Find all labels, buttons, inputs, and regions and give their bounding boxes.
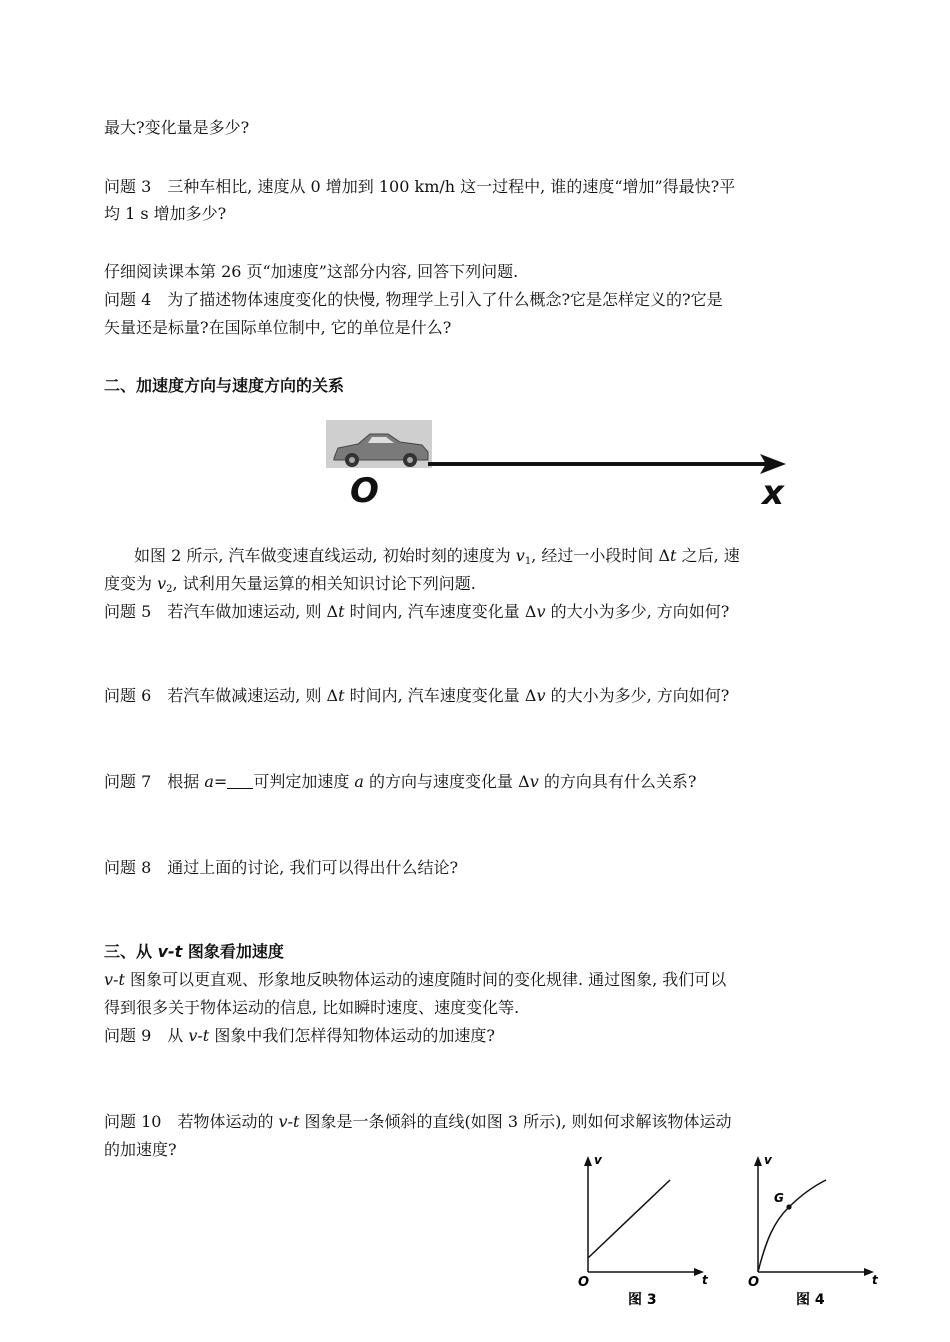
fill-in-blank <box>227 774 253 789</box>
question-4-line-1: 问题 4 为了描述物体速度变化的快慢, 物理学上引入了什么概念?它是怎样定义的?它是 <box>104 290 723 309</box>
question-10-line-1: 问题 10 若物体运动的 v-t 图象是一条倾斜的直线(如图 3 所示), 则如何求解该物体运动 <box>104 1112 732 1131</box>
figure-3-v-arrow-icon <box>584 1156 592 1166</box>
question-6: 问题 6 若汽车做减速运动, 则 Δt 时间内, 汽车速度变化量 Δv 的大小为多少, 方向如何? <box>104 686 730 705</box>
question-5: 问题 5 若汽车做加速运动, 则 Δt 时间内, 汽车速度变化量 Δv 的大小为多少, 方向如何? <box>104 602 730 621</box>
figure-3-x-label: t <box>702 1273 708 1287</box>
figure-3-y-label: v <box>594 1153 602 1167</box>
figure-4-v-arrow-icon <box>754 1156 762 1166</box>
figure-3-caption: 图 3 <box>628 1292 657 1308</box>
origin-label: O <box>350 471 379 510</box>
vt-description-line-2: 得到很多关于物体运动的信息, 比如瞬时速度、速度变化等. <box>104 998 520 1017</box>
figure-4-vt-curve <box>740 1150 890 1310</box>
figure-4-origin: O <box>748 1275 760 1290</box>
question-4-line-2: 矢量还是标量?在国际单位制中, 它的单位是什么? <box>104 318 452 337</box>
figure-3-origin: O <box>578 1275 590 1290</box>
question-8: 问题 8 通过上面的讨论, 我们可以得出什么结论? <box>104 858 459 877</box>
question-10-line-2: 的加速度? <box>104 1140 177 1159</box>
question-3-line-2: 均 1 s 增加多少? <box>104 204 227 223</box>
figure-4-point-label: G <box>774 1191 784 1205</box>
figure-2-description-line-2: 度变为 $v_2$, 试利用矢量运算的相关知识讨论下列问题. <box>104 574 476 595</box>
question-3-line-1: 问题 3 三种车相比, 速度从 0 增加到 100 km/h 这一过程中, 谁的速度“增加”得最快?平 <box>104 177 736 196</box>
figure-4-x-label: t <box>872 1273 878 1287</box>
vt-description-line-1: v-t 图象可以更直观、形象地反映物体运动的速度随时间的变化规律. 通过图象, 我们可以 <box>104 970 727 989</box>
figure-3-vt-linear <box>570 1150 720 1310</box>
reading-instruction: 仔细阅读课本第 26 页“加速度”这部分内容, 回答下列问题. <box>104 262 519 281</box>
figure-3-line <box>588 1180 670 1258</box>
section-2-title: 二、加速度方向与速度方向的关系 <box>104 376 345 395</box>
figure-2-car-axis <box>324 418 798 510</box>
axis-label-x: x <box>762 473 784 510</box>
question-7: 问题 7 根据 a= 可判定加速度 a 的方向与速度变化量 Δv 的方向具有什么关系? <box>104 772 697 791</box>
figure-4-curve <box>758 1180 826 1272</box>
question-9: 问题 9 从 v-t 图象中我们怎样得知物体运动的加速度? <box>104 1026 495 1045</box>
figure-4-point-g <box>786 1204 791 1209</box>
figure-2-description-line-1: 如图 2 所示, 汽车做变速直线运动, 初始时刻的速度为 $v_1$, 经过一小段时间 Δt 之后, 速 <box>134 546 740 567</box>
figure-4-caption: 图 4 <box>796 1292 825 1308</box>
section-3-title: 三、从 v-t 图象看加速度 <box>104 942 284 961</box>
question-2-continuation: 最大?变化量是多少? <box>104 118 250 137</box>
figure-4-y-label: v <box>764 1153 772 1167</box>
